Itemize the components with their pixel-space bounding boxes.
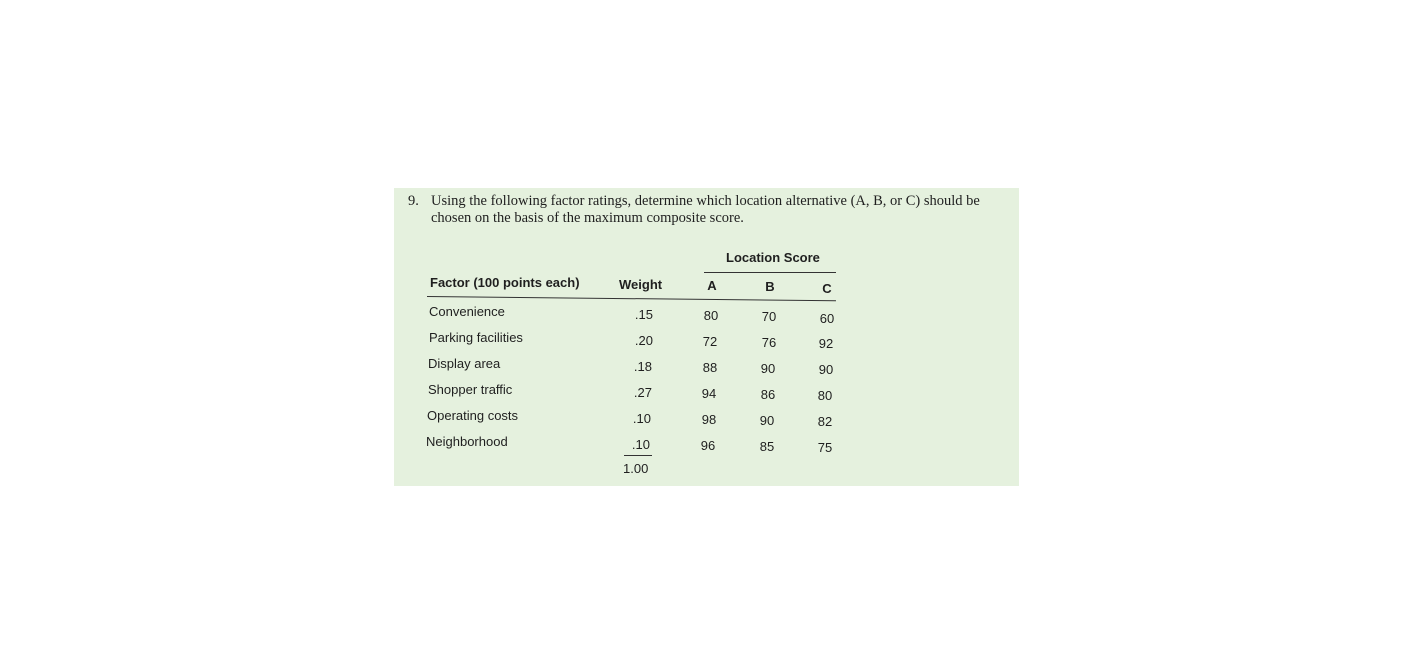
row-weight: .10	[631, 437, 650, 452]
problem-number: 9.	[408, 193, 419, 209]
row-factor: Neighborhood	[426, 434, 508, 449]
row-score-a: 98	[701, 412, 717, 427]
column-header-b: B	[765, 279, 775, 294]
row-factor: Operating costs	[427, 408, 519, 423]
factor-column-header: Factor (100 points each)	[430, 275, 580, 290]
row-score-c: 92	[818, 336, 834, 351]
row-factor: Display area	[428, 356, 501, 371]
row-score-b: 70	[761, 309, 777, 324]
row-weight: .15	[634, 307, 653, 322]
row-score-c: 80	[817, 388, 833, 403]
column-header-c: C	[822, 281, 832, 296]
row-score-b: 85	[759, 439, 775, 454]
row-score-c: 75	[817, 440, 833, 455]
row-weight: .10	[632, 411, 651, 426]
problem-text: Using the following factor ratings, determine which location alternative (A, B, or C) should be chosen on the basis of the maximum composite score.	[431, 193, 980, 226]
column-header-a: A	[707, 278, 717, 293]
row-score-a: 96	[700, 438, 716, 453]
row-score-b: 76	[761, 335, 777, 350]
row-factor: Shopper traffic	[428, 382, 513, 397]
row-score-c: 82	[817, 414, 833, 429]
row-score-b: 90	[760, 361, 776, 376]
weight-total: 1.00	[623, 461, 649, 476]
row-score-a: 80	[703, 308, 719, 323]
row-weight: .20	[634, 333, 653, 348]
problem-statement	[408, 193, 1013, 227]
row-score-c: 90	[818, 362, 834, 377]
row-score-b: 86	[760, 387, 776, 402]
row-score-a: 88	[702, 360, 718, 375]
weight-total-rule	[624, 455, 652, 456]
row-score-a: 94	[701, 386, 717, 401]
row-score-c: 60	[819, 311, 835, 326]
row-weight: .27	[633, 385, 652, 400]
row-factor: Parking facilities	[429, 330, 523, 345]
weight-column-header: Weight	[619, 277, 663, 292]
header-rule	[427, 296, 836, 301]
row-score-a: 72	[702, 334, 718, 349]
row-score-b: 90	[759, 413, 775, 428]
row-factor: Convenience	[429, 304, 505, 319]
location-score-rule	[704, 272, 836, 273]
row-weight: .18	[633, 359, 652, 374]
problem-card	[394, 188, 1019, 486]
location-score-header: Location Score	[726, 250, 820, 265]
